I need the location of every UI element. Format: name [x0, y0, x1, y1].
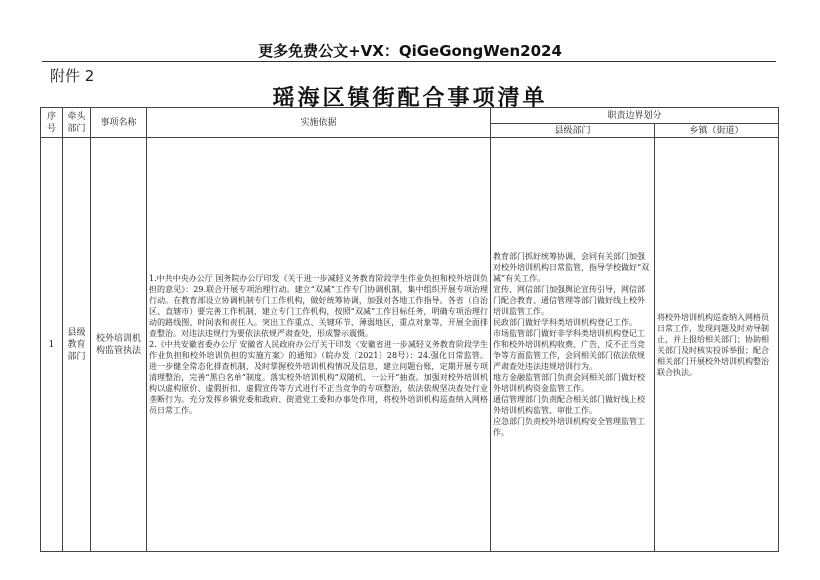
cell-county-duties [491, 138, 655, 552]
county-duty-2: 宣传、网信部门加强舆论宣传引导，网信部门配合教育、通信管理等部门做好线上校外培训监管工作。 [493, 285, 645, 316]
county-duty-5: 地方金融监管部门负责会同相关部门做好校外培训机构资金监管工作。 [493, 373, 645, 393]
county-duty-6: 通信管理部门负责配合相关部门做好线上校外培训机构监管、审批工作。 [493, 395, 645, 415]
header-item-name: 事项名称 [91, 108, 147, 138]
header-county: 县级部门 [491, 124, 655, 138]
header-seq: 序号 [41, 108, 63, 138]
header-divider [42, 61, 776, 62]
county-duty-3: 民政部门做好学科类培训机构登记工作。 [493, 318, 637, 327]
cell-basis [147, 138, 491, 552]
table-row [41, 138, 779, 552]
cell-item-name: 校外培训机构监管执法 [91, 138, 147, 552]
header-lead-dept: 牵头部门 [63, 108, 91, 138]
cell-town-duties: 将校外培训机构巡查纳入网格员日常工作，发现问题及时劝导制止，并上报给相关部门；协助相关部门及时核实投诉举报；配合相关部门开展校外培训机构整治联合执法。 [655, 138, 779, 552]
county-duty-4: 市场监管部门做好非学科类培训机构登记工作和校外培训机构收费、广告、反不正当竞争等方面监管工作，会同相关部门依法依规严肃查处违法违规培训行为。 [493, 329, 645, 371]
matters-table [40, 107, 779, 552]
header-basis: 实施依据 [147, 108, 491, 138]
promo-banner: 更多免费公文+VX：QiGeGongWen2024 [258, 42, 562, 60]
header-town: 乡镇（街道） [655, 124, 779, 138]
cell-seq: 1 [41, 138, 63, 552]
county-duty-1: 教育部门抓好统筹协调，会同有关部门加强对校外培训机构日常监管，指导学校做好“双减”有关工作。 [493, 252, 650, 283]
basis-paragraph-1: 1.中共中央办公厅 国务院办公厅印发《关于进一步减轻义务教育阶段学生作业负担和校外培训负担的意见》：29.联合开展专项治理行动。建立“双减”工作专门协调机制，集中组织开展专项治理行动。在教育部设立协调机制专门工作机构，做好统筹协调，加强对各地工作指导。各省（自治区、直辖市）要完善工作机制，建立专门工作机构，按照“双减”工作目标任务，明确专项治理行动的路线图、时间表和责任人。突出工作重点、关键环节、薄弱地区，重点对象等，开展全面排查整治。对违法违规行为要依法依规严肃查处，形成警示震慑。 [149, 274, 488, 338]
county-duty-7: 应急部门负责校外培训机构安全管理监管工作。 [493, 417, 645, 437]
header-duty-division: 职责边界划分 [491, 108, 779, 124]
basis-paragraph-2: 2.《中共安徽省委办公厅 安徽省人民政府办公厅关于印发〈安徽省进一步减轻义务教育阶段学生作业负担和校外培训负担的实施方案〉的通知》（皖办发〔2021〕28号）：24.强化日常监管。进一步健全常态化排查机制，及时掌握校外培训机构情况及信息，建立问题台账，定期开展专项清理整治，完善“黑白名单”制度。落实校外培训机构“双随机、一公开”抽查。加强对校外培训机构以虚构原价、虚假折扣、虚假宣传等方式进行不正当竞争的专项整治，依法依规坚决查处行业垄断行为。充分发挥乡镇党委和政府、街道党工委和办事处作用，将校外培训机构巡查纳入网格员日常工作。 [149, 340, 488, 415]
cell-lead-dept: 县级教育部门 [63, 138, 91, 552]
document-title: 瑶海区镇街配合事项清单 [272, 86, 548, 111]
attachment-label: 附件 2 [50, 67, 95, 85]
